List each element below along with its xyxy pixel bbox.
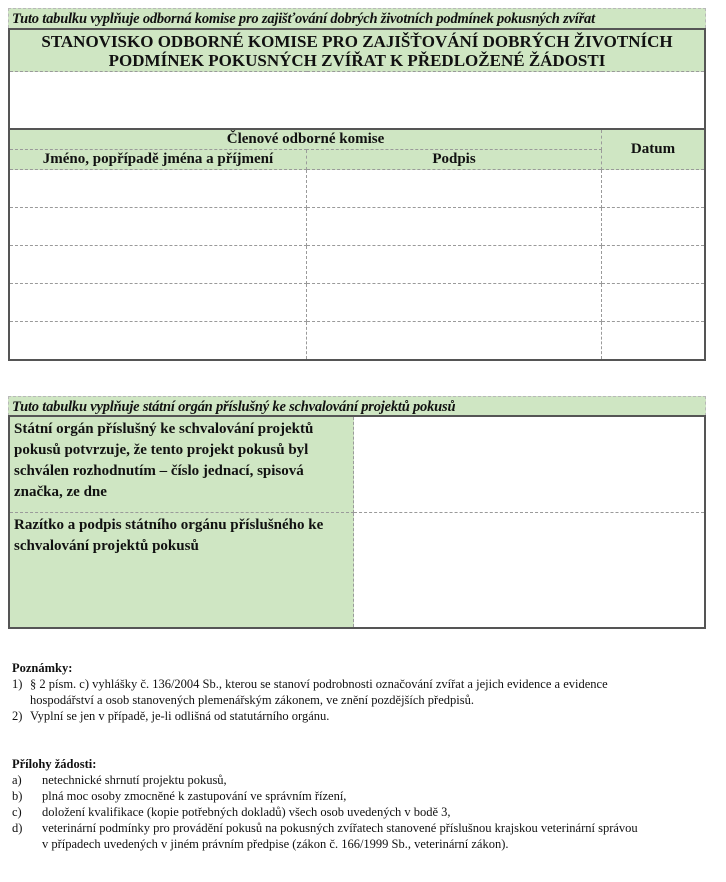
commission-opinion-table (8, 28, 706, 361)
member-row (9, 208, 705, 246)
annex-letter: b) (12, 789, 23, 803)
col-date-header: Datum (602, 129, 706, 170)
member-row (9, 246, 705, 284)
annex-text: plná moc osoby zmocněné k zastupování ve správním řízení, (42, 789, 347, 803)
member-date-cell[interactable] (602, 208, 706, 246)
member-signature-cell[interactable] (307, 284, 602, 322)
annex-text: netechnické shrnutí projektu pokusů, (42, 773, 227, 787)
member-date-cell[interactable] (602, 322, 706, 361)
notes-section (12, 660, 650, 724)
title-line-1: STANOVISKO ODBORNÉ KOMISE PRO ZAJIŠŤOVÁNÍ DOBRÝCH ŽIVOTNÍCH (41, 32, 673, 51)
note-number: 1) (12, 677, 23, 691)
annex-letter: c) (12, 805, 22, 819)
authority-table-caption: Tuto tabulku vyplňuje státní orgán příslušný ke schvalování projektů pokusů (8, 396, 706, 416)
stamp-signature-field[interactable] (354, 513, 706, 629)
member-date-cell[interactable] (602, 170, 706, 208)
annex-text: veterinární podmínky pro provádění pokusů na pokusných zvířatech stanovené příslušnou krajskou veterinární správou v případech uvedených v jiném právním předpise (zákon č. 166/1999 Sb., veterinární zákon). (42, 821, 638, 851)
members-header: Členové odborné komise (9, 129, 602, 150)
annexes-heading: Přílohy žádosti: (12, 757, 97, 771)
note-text: Vyplní se jen v případě, je-li odlišná od statutárního orgánu. (30, 709, 330, 723)
member-name-cell[interactable] (9, 208, 307, 246)
note-item (12, 708, 650, 724)
member-date-cell[interactable] (602, 246, 706, 284)
annex-item (12, 772, 642, 788)
member-row (9, 322, 705, 361)
member-name-cell[interactable] (9, 322, 307, 361)
commission-opinion-title (9, 29, 705, 72)
note-text: § 2 písm. c) vyhlášky č. 136/2004 Sb., kterou se stanoví podrobnosti označování zvířat a jejich evidence a evidence hospodářství a osob stanovených plemenářským zákonem, ve znění pozdějších předpisů. (30, 677, 608, 707)
annex-letter: a) (12, 773, 22, 787)
commission-table-caption: Tuto tabulku vyplňuje odborná komise pro zajišťování dobrých životních podmínek pokusných zvířat (8, 8, 706, 28)
title-line-2: PODMÍNEK POKUSNÝCH ZVÍŘAT K PŘEDLOŽENÉ ŽÁDOSTI (108, 51, 606, 70)
member-name-cell[interactable] (9, 246, 307, 284)
approval-decision-label: Státní orgán příslušný ke schvalování projektů pokusů potvrzuje, že tento projekt pokusů byl schválen rozhodnutím – číslo jednací, spisová značka, ze dne (9, 416, 354, 513)
annex-item (12, 820, 642, 852)
member-name-cell[interactable] (9, 284, 307, 322)
col-name-header: Jméno, popřípadě jména a příjmení (9, 150, 307, 170)
member-row (9, 284, 705, 322)
note-item (12, 676, 650, 708)
member-signature-cell[interactable] (307, 246, 602, 284)
stamp-signature-label: Razítko a podpis státního orgánu příslušného ke schvalování projektů pokusů (9, 513, 354, 629)
member-signature-cell[interactable] (307, 170, 602, 208)
annex-letter: d) (12, 821, 23, 835)
annex-item (12, 788, 642, 804)
notes-heading: Poznámky: (12, 661, 73, 675)
member-row (9, 170, 705, 208)
col-signature-header: Podpis (307, 150, 602, 170)
annex-item (12, 804, 642, 820)
annex-text: doložení kvalifikace (kopie potřebných dokladů) všech osob uvedených v bodě 3, (42, 805, 451, 819)
member-name-cell[interactable] (9, 170, 307, 208)
note-number: 2) (12, 709, 23, 723)
member-signature-cell[interactable] (307, 322, 602, 361)
approval-decision-field[interactable] (354, 416, 706, 513)
annexes-section (12, 756, 642, 852)
member-signature-cell[interactable] (307, 208, 602, 246)
authority-approval-table (8, 415, 706, 629)
commission-opinion-field[interactable] (9, 72, 705, 130)
member-date-cell[interactable] (602, 284, 706, 322)
